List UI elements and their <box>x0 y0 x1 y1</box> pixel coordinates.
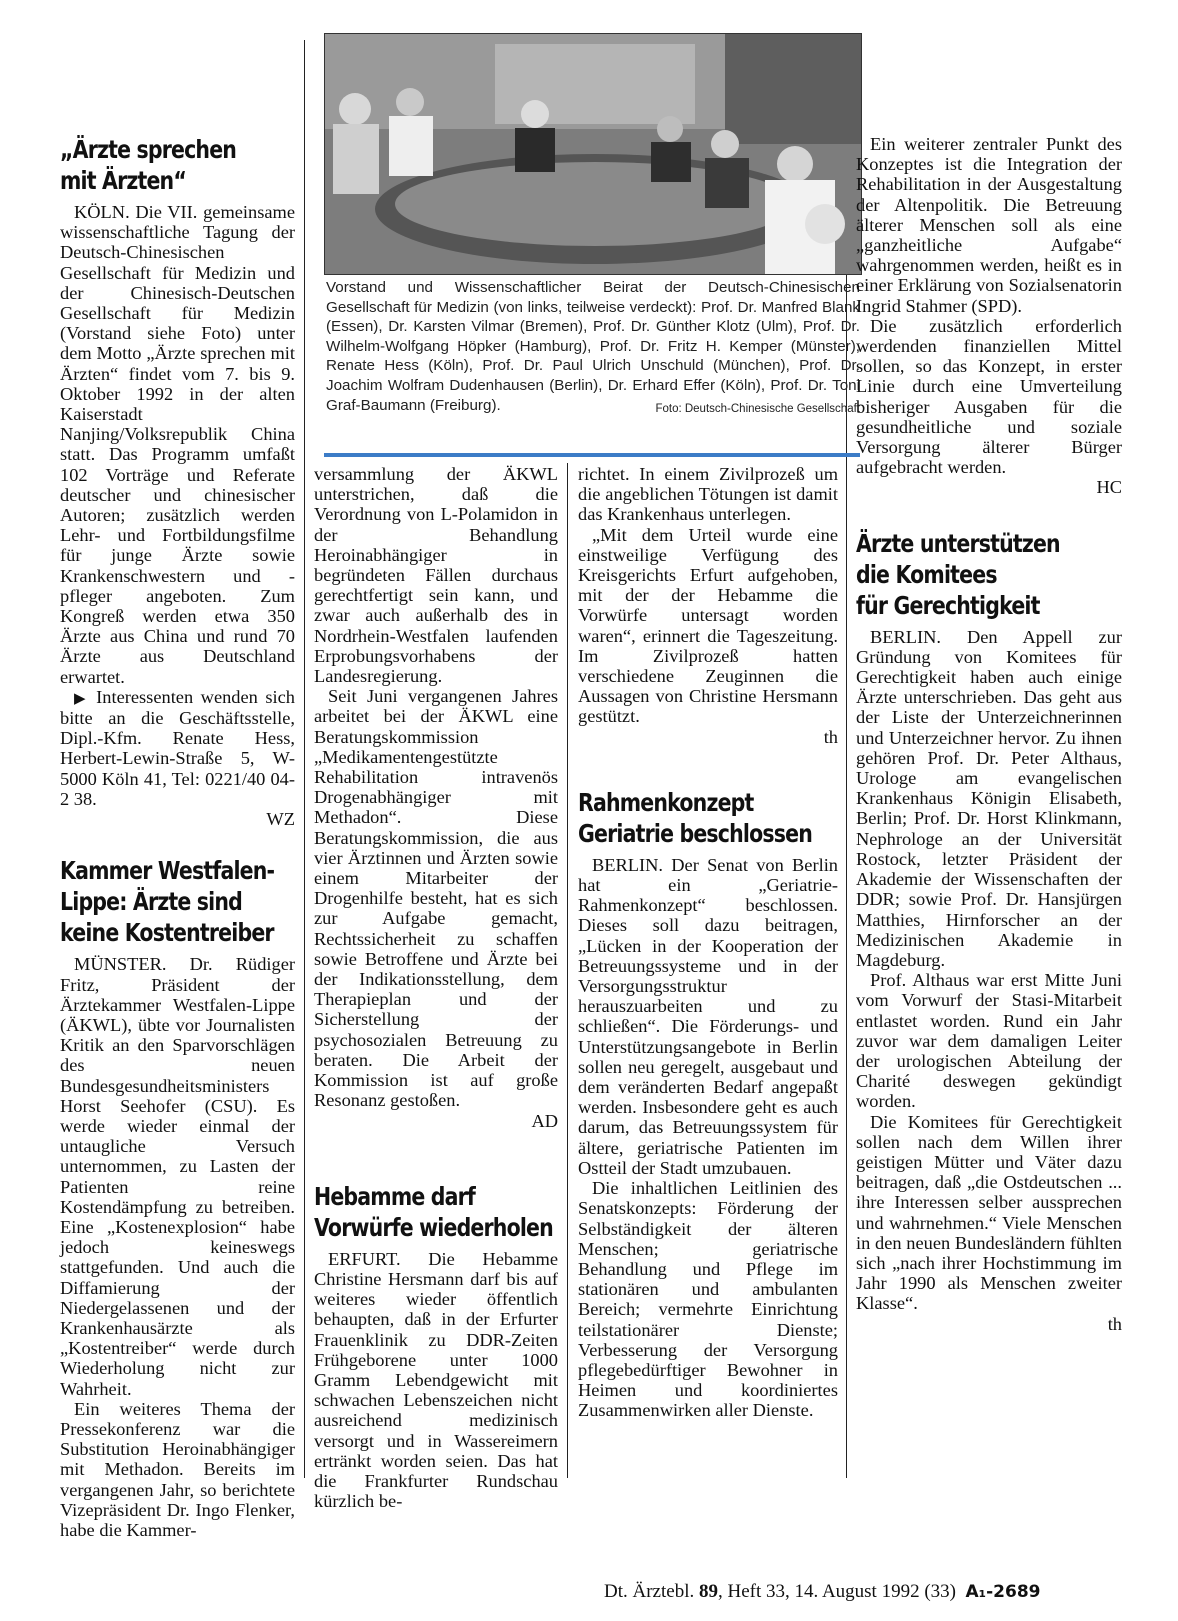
article5-paragraph-2: Prof. Althaus war erst Mitte Juni vom Vorwurf der Stasi-Mitarbeit entlastet worden. Rund ein Jahr zuvor war dem damaligen Leiter der urologischen Abteilung der Charité deswegen gekündigt worden. <box>856 970 1122 1112</box>
article4-headline-line1: Rahmenkonzept <box>578 787 754 817</box>
column-3 <box>578 464 838 1421</box>
article4-signature: HC <box>1096 477 1122 498</box>
article5-signature: th <box>1107 1313 1122 1334</box>
article1-paragraph-2-text: Interessenten wenden sich bitte an die Geschäftsstelle, Dipl.-Kfm. Renate Hess, Herbert-Lewin-Straße 5, W-5000 Köln 41, Tel: 0221/40 04-2 38. <box>60 686 295 809</box>
article2-headline-line1: Kammer Westfalen- <box>60 856 275 886</box>
footer-volume: 89 <box>698 1581 718 1602</box>
column-1 <box>60 134 295 1540</box>
footer-issue: , Heft 33, 14. August 1992 (33) <box>717 1581 956 1602</box>
article1-signature: WZ <box>266 809 295 830</box>
article4-paragraph-3: Ein weiterer zentraler Punkt des Konzeptes ist die Integration der Rehabilitation in der Ausgestaltung der Altenpolitik. Die Betreuung älterer Menschen soll als eine „ganzheitliche Aufgabe“ wahrgenommen werden, heißt es in einer Erklärung von Sozialsenatorin Ingrid Stahmer (SPD). <box>856 134 1122 316</box>
article1-headline-line2: mit Ärzten“ <box>60 166 186 195</box>
article5-headline-line1: Ärzte unterstützen <box>856 528 1060 558</box>
article2-headline-line2: Lippe: Ärzte sind <box>60 887 242 917</box>
meeting-photo <box>324 33 862 275</box>
article5-paragraph-1: BERLIN. Den Appell zur Gründung von Komitees für Gerechtigkeit haben auch einige Ärzte unterschrieben. Das geht aus der Liste der Unterzeichnerinnen und Unterzeichner hervor. Zu ihnen gehören Prof. Dr. Peter Althaus, Urologe am evangelischen Krankenhaus Königin Elisabeth, Berlin; Prof. Dr. Horst Klinkmann, Nephrologe an der Universität Rostock, letzter Präsident der Akademie der Wissenschaften der DDR; sowie Prof. Dr. Hansjürgen Matthies, Hirnforscher an der Medizinischen Akademie in Magdeburg. <box>856 626 1122 970</box>
article5-headline-line3: für Gerechtigkeit <box>856 590 1040 620</box>
column-2 <box>314 464 558 1511</box>
column-4 <box>856 134 1122 1334</box>
arrow-icon: ▶ <box>74 688 97 707</box>
article2-signature: AD <box>531 1110 558 1131</box>
article1-paragraph-1: KÖLN. Die VII. gemeinsame wissenschaftliche Tagung der Deutsch-Chinesischen Gesellschaft für Medizin und der Chinesisch-Deutschen Gesellschaft für Medizin (Vorstand siehe Foto) unter dem Motto „Ärzte sprechen mit Ärzten“ findet vom 7. bis 9. Oktober 1992 in der alten Kaiserstadt Nanjing/Volksrepublik China statt. Das Programm umfaßt 102 Vorträge und Referate deutscher und chinesischer Autoren; zusätzlich werden Lehr- und Fortbildungsfilme für junge Ärzte sowie Krankenschwestern und -pfleger angeboten. Zum Kongreß werden etwa 350 Ärzte aus China und rund 70 Ärzte aus Deutschland erwartet. <box>60 202 295 687</box>
page-footer <box>604 1581 1040 1603</box>
meeting-photo-image <box>325 34 861 274</box>
article5-headline-line2: die Komitees <box>856 559 997 589</box>
article3-signature: th <box>823 726 838 747</box>
article2-paragraph-4: Seit Juni vergangenen Jahres arbeitet bei der ÄKWL eine Beratungskommission „Medikamentengestützte Rehabilitation intravenös Drogenabhängiger mit Methadon“. Diese Beratungskommission, die aus vier Ärztinnen und Ärzten sowie einem Mitarbeiter der Drogenhilfe besteht, hat es sich zur Aufgabe gemacht, Rechtssicherheit zu schaffen sowie Betroffene und Ärzte bei der Indikationsstellung, dem Therapieplan und der Sicherstellung der psychosozialen Betreuung zu beraten. Die Arbeit der Kommission ist auf große Resonanz gestoßen. <box>314 686 558 1111</box>
footer-page-number: A₁-2689 <box>965 1582 1041 1602</box>
article5-paragraph-3: Die Komitees für Gerechtigkeit sollen nach dem Willen ihrer geistigen Mütter und Väter dazu beitragen, daß „die Ostdeutschen ... ihre Interessen selber aussprechen und wahrnehmen.“ Viele Menschen in den neuen Bundesländern fühlten sich „nach ihrer Hochstimmung im Jahr 1990 als Menschen zweiter Klasse“. <box>856 1111 1122 1314</box>
article3-paragraph-3: „Mit dem Urteil wurde eine einstweilige Verfügung des Kreisgerichts Erfurt aufgehoben, mit der der Hebamme die Vorwürfe untersagt worden waren“, erinnert die Tageszeitung. Im Zivilprozeß hatten verschiedene Zeuginnen die Aussagen von Christine Hersmann gestützt. <box>578 524 838 727</box>
photo-caption <box>326 278 860 419</box>
article1 <box>60 134 295 829</box>
article4 <box>578 787 838 1421</box>
photo-caption-text: Vorstand und Wissenschaftlicher Beirat der Deutsch-Chinesischen Gesellschaft für Medizin (von links, teilweise verdeckt): Prof. Dr. Manfred Blank (Essen), Dr. Karsten Vilmar (Bremen), Prof. Dr. Günther Klotz (Ulm), Prof. Dr. Wilhelm-Wolfgang Höpker (Hamburg), Prof. Dr. Fritz H. Kemper (Münster), Renate Hess (Köln), Prof. Dr. Paul Ulrich Unschuld (München), Prof. Dr. Joachim Wolfram Dudenhausen (Berlin), Dr. Erhard Effer (Köln), Prof. Dr. Toni Graf-Baumann (Freiburg). <box>326 279 860 414</box>
article1-paragraph-2 <box>60 687 295 809</box>
article2 <box>60 855 295 1540</box>
article2-paragraph-3: versammlung der ÄKWL unterstrichen, daß die Verordnung von L-Polamidon in der Behandlung Heroinabhängiger in begründeten Fällen durchaus gerechtfertigt sein kann, und zwar auch außerhalb des in Nordrhein-Westfalen laufenden Erprobungsvorhabens der Landesregierung. <box>314 464 558 687</box>
blue-divider <box>324 453 860 457</box>
article3-paragraph-2: richtet. In einem Zivilprozeß um die angeblichen Tötungen ist damit das Krankenhaus unterlegen. <box>578 464 838 525</box>
article4-paragraph-1: BERLIN. Der Senat von Berlin hat ein „Geriatrie-Rahmenkonzept“ beschlossen. Dieses soll dazu beitragen, „Lücken in der Kooperation der Betreuungssysteme und in der Versorgungsstruktur herauszuarbeiten und zu schließen“. Die Förderungs- und Unterstützungsangebote in Berlin sollen neu geregelt, ausgebaut und dem veränderten Bedarf angepaßt werden. Insbesondere geht es auch darum, das Betreuungssystem für ältere, geriatrische Patienten im Ostteil der Stadt umzubauen. <box>578 854 838 1178</box>
article5 <box>856 528 1122 1334</box>
article4-headline-line2: Geriatrie beschlossen <box>578 818 813 848</box>
article4-paragraph-4: Die zusätzlich erforderlich werdenden finanziellen Mittel sollen, so das Konzept, in erster Linie durch eine Umverteilung bisheriger Ausgaben für die gesundheitliche und soziale Versorgung älterer Bürger aufgebracht werden. <box>856 315 1122 478</box>
article2-paragraph-1: MÜNSTER. Dr. Rüdiger Fritz, Präsident der Ärztekammer Westfalen-Lippe (ÄKWL), übte vor Journalisten Kritik an den Sparvorschlägen des neuen Bundesgesundheitsministers Horst Seehofer (CSU). Es werde wieder einmal der untaugliche Versuch unternommen, zu Lasten der Patienten reine Kostendämpfung zu betreiben. Eine „Kostenexplosion“ habe jedoch keineswegs stattgefunden. Und auch die Diffamierung der Niedergelassenen und der Krankenhausärzte als „Kostentreiber“ werde durch Wiederholung nicht zur Wahrheit. <box>60 954 295 1399</box>
column-rule-2 <box>567 463 568 1478</box>
column-rule-1 <box>304 40 305 1478</box>
article3-paragraph-1: ERFURT. Die Hebamme Christine Hersmann darf bis auf weiteres wieder öffentlich behaupten, daß in der Erfurter Frauenklinik zu DDR-Zeiten Frühgeborene unter 1000 Gramm Lebendgewicht mit schwachen Lebenszeichen nicht ausreichend medizinisch versorgt und in Wassereimern ertränkt worden seien. Das hat die Frankfurter Rundschau kürzlich be- <box>314 1248 558 1512</box>
footer-journal: Dt. Ärztebl. <box>604 1581 695 1602</box>
article1-headline-line1: „Ärzte sprechen <box>60 135 237 164</box>
article3-headline-line1: Hebamme darf <box>314 1181 476 1211</box>
article3 <box>314 1181 558 1512</box>
article2-headline-line3: keine Kostentreiber <box>60 918 274 948</box>
article2-paragraph-2: Ein weiteres Thema der Pressekonferenz war die Substitution Heroinabhängiger mit Methadon. Bereits im vergangenen Jahr, so berichtete Vizepräsident Dr. Ingo Flenker, habe die Kammer- <box>60 1398 295 1540</box>
article3-headline-line2: Vorwürfe wiederholen <box>314 1212 553 1242</box>
photo-credit: Foto: Deutsch-Chinesische Gesellschaft <box>655 402 860 415</box>
article4-paragraph-2: Die inhaltlichen Leitlinien des Senatskonzepts: Förderung der Selbständigkeit der älteren Menschen; geriatrische Behandlung und Pflege im stationären und ambulanten Bereich; vermehrte Einrichtung teilstationärer Dienste; Verbesserung der Versorgung pflegebedürftiger Bewohner in Heimen und koordiniertes Zusammenwirken aller Dienste. <box>578 1178 838 1421</box>
